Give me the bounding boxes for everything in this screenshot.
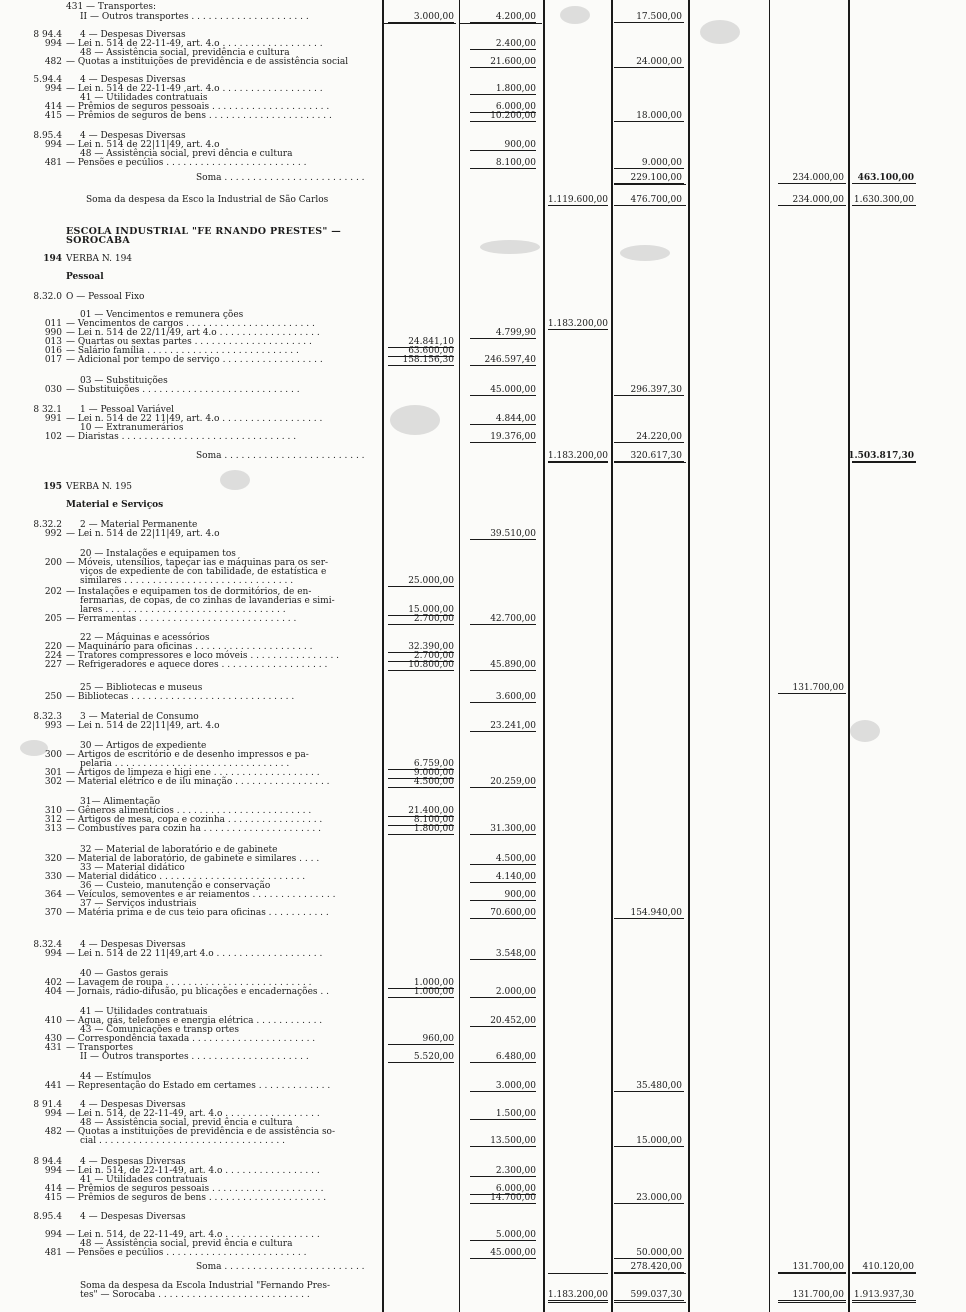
line-description: — Quotas a instituições de previdência e de assistência so- [66, 1127, 336, 1137]
amount-col-4: 320.617,30 [630, 451, 682, 461]
line-code: 482 [44, 57, 62, 67]
ledger-row [0, 500, 966, 511]
line-code: 302 [44, 777, 62, 787]
ledger-row [0, 576, 966, 587]
amount-col-3: 1.183.200,00 [547, 451, 608, 461]
line-code: 312 [44, 815, 62, 825]
line-description: 31— Alimentação [80, 797, 161, 807]
amount-col-4: 50.000,00 [636, 1248, 682, 1258]
amount-col-1: 15.000,00 [408, 605, 454, 615]
ledger-row [0, 1262, 966, 1273]
amount-col-2: 6.480,00 [495, 1052, 536, 1062]
line-description: 03 — Substituições [80, 376, 168, 386]
amount-col-1: 5.520,00 [413, 1052, 454, 1062]
line-description: — Pensões e pecúlios . . . . . . . . . . . . . . . . . . . . . . . . . [66, 158, 307, 168]
amount-col-2: 45.890,00 [490, 660, 536, 670]
line-code: 992 [44, 529, 62, 539]
amount-col-4: 154.940,00 [630, 908, 682, 918]
amount-col-2: 1.500,00 [495, 1109, 536, 1119]
line-code: 994 [44, 949, 62, 959]
line-description: similares . . . . . . . . . . . . . . . . . . . . . . . . . . . . . . [80, 576, 294, 586]
ledger-row [0, 949, 966, 960]
line-description: — Ferramentas . . . . . . . . . . . . . . . . . . . . . . . . . . . . [66, 614, 297, 624]
line-description: — Veículos, semoventes e ar reiamentos . . . . . . . . . . . . . . . [66, 890, 336, 900]
amount-col-2: 13.500,00 [490, 1136, 536, 1146]
line-code: 301 [44, 768, 62, 778]
amount-col-4: 24.220,00 [636, 432, 682, 442]
line-code: 030 [44, 385, 62, 395]
line-description: 4 — Despesas Diversas [80, 30, 186, 40]
amount-col-4: 296.397,30 [630, 385, 682, 395]
line-code: 5.94.4 [33, 75, 62, 85]
line-description: — Pensões e pecúlios . . . . . . . . . . . . . . . . . . . . . . . . . [66, 1248, 307, 1258]
line-description: VERBA N. 194 [66, 254, 133, 264]
line-description: ESCOLA INDUSTRIAL "FE RNANDO PRESTES" — [66, 226, 342, 237]
line-code: 414 [44, 102, 62, 112]
separator-rule [614, 1302, 686, 1303]
ledger-row [0, 660, 966, 671]
ledger-row [0, 355, 966, 366]
line-description: 3 — Material de Consumo [80, 712, 199, 722]
amount-col-1: 10.800,00 [408, 660, 454, 670]
line-description: — Lei n. 514 de 22-11-49, art. 4.o . . . . . . . . . . . . . . . . . . [66, 39, 323, 49]
line-description: — Gêneros alimentícios . . . . . . . . . . . . . . . . . . . . . . . . [66, 806, 312, 816]
amount-col-4: 15.000,00 [636, 1136, 682, 1146]
line-code: 431 [44, 1043, 62, 1053]
line-description: — Lei n. 514, de 22-11-49, art. 4.o . . . . . . . . . . . . . . . . . [66, 1166, 320, 1176]
ledger-row [0, 432, 966, 443]
line-description: — Maquinário para oficinas . . . . . . . . . . . . . . . . . . . . . [66, 642, 313, 652]
line-description: — Bibliotecas . . . . . . . . . . . . . . . . . . . . . . . . . . . . . [66, 692, 295, 702]
ledger-row [0, 57, 966, 68]
amount-col-2: 5.000,00 [495, 1230, 536, 1240]
line-code: 8 94.4 [33, 30, 62, 40]
separator-rule [548, 1273, 608, 1274]
line-description: 22 — Máquinas e acessórios [80, 633, 210, 643]
line-description: VERBA N. 195 [66, 482, 133, 492]
ledger-row [0, 272, 966, 283]
amount-col-6: 463.100,00 [857, 173, 914, 183]
line-description: 48 — Assistência social, previd ência e cultura [80, 1239, 293, 1249]
line-description: — Correspondência taxada . . . . . . . . . . . . . . . . . . . . . . [66, 1034, 316, 1044]
amount-col-2: 14.700,00 [490, 1193, 536, 1203]
line-code: 8.32.3 [33, 712, 62, 722]
line-code: 313 [44, 824, 62, 834]
line-code: 994 [44, 1230, 62, 1240]
amount-col-4: 278.420,00 [630, 1262, 682, 1272]
amount-col-1: 158.156,30 [402, 355, 454, 365]
line-code: 220 [44, 642, 62, 652]
line-description: Soma da despesa da Esco la Industrial de São Carlos [86, 195, 329, 205]
line-description: — Instalações e equipamen tos de dormitórios, de en- [66, 587, 312, 597]
line-description: — Lei n. 514 de 22|11|49, art. 4.o [66, 529, 220, 539]
amount-col-1: 3.000,00 [413, 12, 454, 22]
line-description: — Lei n. 514 de 22-11-49 ,art. 4.o . . . . . . . . . . . . . . . . . . [66, 84, 323, 94]
line-description: 41 — Utilidades contratuais [80, 93, 208, 103]
ledger-row [0, 254, 966, 265]
line-description: 40 — Gastos gerais [80, 969, 169, 979]
amount-col-2: 4.200,00 [495, 12, 536, 22]
amount-col-1: 21.400,00 [408, 806, 454, 816]
line-description: tes" — Sorocaba . . . . . . . . . . . . . . . . . . . . . . . . . . . [80, 1290, 310, 1300]
amount-col-6: 1.503.817,30 [848, 451, 914, 461]
amount-col-2: 2.000,00 [495, 987, 536, 997]
line-description: 48 — Assistência social, previ dência e cultura [80, 149, 293, 159]
ledger-row [0, 1290, 966, 1301]
amount-col-2: 4.140,00 [495, 872, 536, 882]
line-code: 205 [44, 614, 62, 624]
amount-col-2: 3.600,00 [495, 692, 536, 702]
line-code: 8.32.2 [33, 520, 62, 530]
line-description: — Lei n. 514 de 22|11|49, art. 4.o [66, 140, 220, 150]
line-description: 48 — Assistência social, previd ência e cultura [80, 1118, 293, 1128]
amount-col-4: 23.000,00 [636, 1193, 682, 1203]
line-description: fermarias, de copas, de co zinhas de lavanderias e simi- [80, 596, 335, 606]
ledger-row [0, 987, 966, 998]
amount-col-1: 4.500,00 [413, 777, 454, 787]
line-code: 300 [44, 750, 62, 760]
amount-col-5: 234.000,00 [792, 195, 844, 205]
line-description: — Móveis, utensílios, tapeçar ias e máquinas para os ser- [66, 558, 329, 568]
line-code: 991 [44, 414, 62, 424]
ledger-row [0, 292, 966, 303]
amount-col-2: 42.700,00 [490, 614, 536, 624]
line-description: Soma . . . . . . . . . . . . . . . . . . . . . . . . . [196, 451, 365, 461]
ledger-row [0, 614, 966, 625]
line-code: 8 32.1 [33, 405, 62, 415]
line-code: 994 [44, 84, 62, 94]
line-code: 370 [44, 908, 62, 918]
ledger-row [0, 1248, 966, 1259]
ledger-row [0, 1081, 966, 1092]
line-code: 013 [44, 337, 62, 347]
amount-col-2: 45.000,00 [490, 1248, 536, 1258]
line-code: 482 [44, 1127, 62, 1137]
amount-col-3: 1.119.600,00 [547, 195, 608, 205]
line-code: 8.32.0 [33, 292, 62, 302]
line-description: 41 — Utilidades contratuais [80, 1007, 208, 1017]
line-description: Material e Serviços [66, 500, 164, 510]
ledger-row [0, 235, 966, 246]
amount-col-2: 6.000,00 [495, 102, 536, 112]
line-description: 431 — Transportes: [66, 2, 157, 12]
line-description: — Matéria prima e de cus teio para oficinas . . . . . . . . . . . [66, 908, 329, 918]
line-code: 8.32.4 [33, 940, 62, 950]
amount-col-1: 6.759,00 [413, 759, 454, 769]
line-description: — Salário família . . . . . . . . . . . . . . . . . . . . . . . . . . . [66, 346, 299, 356]
line-code: 017 [44, 355, 62, 365]
line-code: 202 [44, 587, 62, 597]
amount-col-3: 1.183.200,00 [547, 1290, 608, 1300]
line-description: 41 — Utilidades contratuais [80, 1175, 208, 1185]
amount-col-2: 70.600,00 [490, 908, 536, 918]
line-description: — Prêmios de seguros de bens . . . . . . . . . . . . . . . . . . . . . [66, 1193, 327, 1203]
amount-col-4: 17.500,00 [636, 12, 682, 22]
line-description: — Lei n. 514, de 22-11-49, art. 4.o . . . . . . . . . . . . . . . . . [66, 1109, 320, 1119]
line-description: — Prêmios de seguros de bens . . . . . . . . . . . . . . . . . . . . . . [66, 111, 332, 121]
line-description: II — Outros transportes . . . . . . . . . . . . . . . . . . . . . [80, 1052, 309, 1062]
ledger-row [0, 451, 966, 462]
line-code: 194 [43, 254, 62, 264]
line-code: 8 94.4 [33, 1157, 62, 1167]
amount-col-2: 10.200,00 [490, 111, 536, 121]
line-description: 32 — Material de laboratório e de gabinete [80, 845, 278, 855]
line-description: 30 — Artigos de expediente [80, 741, 207, 751]
ledger-row [0, 529, 966, 540]
amount-col-1: 1.800,00 [413, 824, 454, 834]
line-code: 320 [44, 854, 62, 864]
line-code: 481 [44, 1248, 62, 1258]
ledger-row [0, 385, 966, 396]
line-code: 8 91.4 [33, 1100, 62, 1110]
amount-col-4: 599.037,30 [630, 1290, 682, 1300]
line-code: 415 [44, 111, 62, 121]
line-description: 4 — Despesas Diversas [80, 940, 186, 950]
line-description: 1 — Pessoal Variável [80, 405, 175, 415]
amount-col-5: 234.000,00 [792, 173, 844, 183]
line-description: — Material elétrico e de ilu minação . . . . . . . . . . . . . . . . . [66, 777, 330, 787]
amount-col-2: 31.300,00 [490, 824, 536, 834]
line-description: 25 — Bibliotecas e museus [80, 683, 203, 693]
amount-col-2: 8.100,00 [495, 158, 536, 168]
line-code: 481 [44, 158, 62, 168]
ledger-row [0, 824, 966, 835]
line-code: 250 [44, 692, 62, 702]
amount-col-2: 3.000,00 [495, 1081, 536, 1091]
amount-col-1: 1.000,00 [413, 987, 454, 997]
line-description: — Lei n. 514 de 22 11|49, art. 4.o . . . . . . . . . . . . . . . . . . [66, 414, 323, 424]
amount-col-2: 23.241,00 [490, 721, 536, 731]
line-description: — Quartas ou sextas partes . . . . . . . . . . . . . . . . . . . . . [66, 337, 312, 347]
amount-col-5: 131.700,00 [792, 683, 844, 693]
line-description: O — Pessoal Fixo [66, 292, 145, 302]
amount-col-1: 1.000,00 [413, 978, 454, 988]
line-description: 36 — Custeio, manutenção e conservação [80, 881, 271, 891]
line-code: 011 [44, 319, 62, 329]
amount-col-1: 32.390,00 [408, 642, 454, 652]
line-description: — Vencimentos de cargos . . . . . . . . . . . . . . . . . . . . . . . [66, 319, 315, 329]
line-description: — Transportes [66, 1043, 133, 1053]
line-description: SOROCABA [66, 235, 131, 246]
line-description: — Quotas a instituições de previdência e de assistência social [66, 57, 349, 67]
ledger-row [0, 908, 966, 919]
line-description: — Adicional por tempo de serviço . . . . . . . . . . . . . . . . . . [66, 355, 323, 365]
amount-col-1: 2.700,00 [413, 651, 454, 661]
line-description: 20 — Instalações e equipamen tos [80, 549, 236, 559]
line-description: cial . . . . . . . . . . . . . . . . . . . . . . . . . . . . . . . . . [80, 1136, 285, 1146]
line-code: 430 [44, 1034, 62, 1044]
amount-col-2: 6.000,00 [495, 1184, 536, 1194]
line-description: 37 — Serviços industriais [80, 899, 197, 909]
amount-col-2: 20.452,00 [490, 1016, 536, 1026]
line-code: 200 [44, 558, 62, 568]
amount-col-2: 45.000,00 [490, 385, 536, 395]
ledger-row [0, 111, 966, 122]
line-description: — Lei n. 514, de 22-11-49, art. 4.o . . . . . . . . . . . . . . . . . [66, 1230, 320, 1240]
amount-col-2: 4.844,00 [495, 414, 536, 424]
amount-col-6: 410.120,00 [862, 1262, 914, 1272]
line-code: 410 [44, 1016, 62, 1026]
line-description: — Jornais, rádio-difusão, pu blicações e encadernações . . [66, 987, 329, 997]
line-description: — Artigos de limpeza e higi ene . . . . . . . . . . . . . . . . . . . [66, 768, 320, 778]
ledger-row [0, 158, 966, 169]
line-description: Soma . . . . . . . . . . . . . . . . . . . . . . . . . [196, 173, 365, 183]
ledger-row [0, 1052, 966, 1063]
line-code: 415 [44, 1193, 62, 1203]
amount-col-6: 1.913.937,30 [853, 1290, 914, 1300]
line-description: — Lei n. 514 de 22 11|49,art 4.o . . . . . . . . . . . . . . . . . . . [66, 949, 323, 959]
line-code: 993 [44, 721, 62, 731]
line-description: — Agua, gás, telefones e energia elétrica . . . . . . . . . . . . [66, 1016, 323, 1026]
line-code: 994 [44, 1166, 62, 1176]
line-description: — Lei n. 514 de 22|11|49, art. 4.o [66, 721, 220, 731]
amount-col-3: 1.183.200,00 [547, 319, 608, 329]
line-description: 4 — Despesas Diversas [80, 131, 186, 141]
amount-col-4: 35.480,00 [636, 1081, 682, 1091]
line-description: Soma . . . . . . . . . . . . . . . . . . . . . . . . . [196, 1262, 365, 1272]
amount-col-2: 4.799,90 [495, 328, 536, 338]
amount-col-1: 25.000,00 [408, 576, 454, 586]
amount-col-1: 63.600,00 [408, 346, 454, 356]
line-code: 364 [44, 890, 62, 900]
line-code: 8.95.4 [33, 131, 62, 141]
amount-col-1: 8.100,00 [413, 815, 454, 825]
line-description: Pessoal [66, 272, 104, 282]
amount-col-2: 39.510,00 [490, 529, 536, 539]
line-description: — Lei n. 514 de 22/11/49, art 4.o . . . . . . . . . . . . . . . . . . [66, 328, 320, 338]
amount-col-2: 21.600,00 [490, 57, 536, 67]
line-description: — Prêmios de seguros pessoais . . . . . . . . . . . . . . . . . . . . . [66, 102, 330, 112]
amount-col-4: 24.000,00 [636, 57, 682, 67]
ledger-row [0, 12, 966, 23]
amount-col-2: 3.548,00 [495, 949, 536, 959]
amount-col-6: 1.630.300,00 [853, 195, 914, 205]
line-description: 33 — Material didático [80, 863, 185, 873]
amount-col-2: 900,00 [504, 890, 536, 900]
line-code: 990 [44, 328, 62, 338]
line-description: — Lavagem de roupa . . . . . . . . . . . . . . . . . . . . . . . . . . [66, 978, 312, 988]
line-description: — Material didático . . . . . . . . . . . . . . . . . . . . . . . . . . [66, 872, 306, 882]
line-description: 4 — Despesas Diversas [80, 1100, 186, 1110]
separator-rule [548, 1302, 608, 1303]
line-code: 224 [44, 651, 62, 661]
line-code: 402 [44, 978, 62, 988]
line-description: 48 — Assistência social, previdência e cultura [80, 48, 290, 58]
amount-col-4: 9.000,00 [641, 158, 682, 168]
line-code: 404 [44, 987, 62, 997]
line-description: 43 — Comunicações e transp ortes [80, 1025, 239, 1035]
line-code: 195 [43, 482, 62, 492]
line-description: — Substituições . . . . . . . . . . . . . . . . . . . . . . . . . . . . [66, 385, 300, 395]
line-description: 10 — Extranumerários [80, 423, 184, 433]
amount-col-2: 20.259,00 [490, 777, 536, 787]
line-description: pelaria . . . . . . . . . . . . . . . . . . . . . . . . . . . . . . . [80, 759, 290, 769]
amount-col-2: 900,00 [504, 140, 536, 150]
amount-col-2: 4.500,00 [495, 854, 536, 864]
line-code: 8.95.4 [33, 1212, 62, 1222]
line-description: — Representação do Estado em certames . . . . . . . . . . . . . [66, 1081, 331, 1091]
line-description: — Artigos de mesa, copa e cozinha . . . . . . . . . . . . . . . . . [66, 815, 323, 825]
line-description: — Refrigeradores e aquece dores . . . . . . . . . . . . . . . . . . . [66, 660, 328, 670]
line-code: 102 [44, 432, 62, 442]
line-description: viços de expediente de con tabilidade, de estatística e [80, 567, 327, 577]
line-description: — Tratores compressores e loco móveis . . . . . . . . . . . . . . . . [66, 651, 340, 661]
amount-col-2: 1.800,00 [495, 84, 536, 94]
line-description: 2 — Material Permanente [80, 520, 198, 530]
line-code: 994 [44, 140, 62, 150]
amount-col-2: 19.376,00 [490, 432, 536, 442]
line-description: — Combustíves para cozin ha . . . . . . . . . . . . . . . . . . . . . [66, 824, 321, 834]
line-description: — Prêmios de seguros pessoais . . . . . . . . . . . . . . . . . . . . [66, 1184, 324, 1194]
line-description: lares . . . . . . . . . . . . . . . . . . . . . . . . . . . . . . . . [80, 605, 286, 615]
line-description: — Diaristas . . . . . . . . . . . . . . . . . . . . . . . . . . . . . . . [66, 432, 297, 442]
line-description: — Artigos de escritório e de desenho impressos e pa- [66, 750, 309, 760]
ledger-row [0, 1136, 966, 1147]
ledger-row [0, 1193, 966, 1204]
ledger-row [0, 482, 966, 493]
amount-col-5: 131.700,00 [792, 1262, 844, 1272]
amount-col-4: 476.700,00 [630, 195, 682, 205]
amount-col-4: 229.100,00 [630, 173, 682, 183]
separator-rule [778, 1302, 846, 1303]
amount-col-4: 18.000,00 [636, 111, 682, 121]
ledger-row [0, 777, 966, 788]
line-code: 330 [44, 872, 62, 882]
amount-col-2: 2.400,00 [495, 39, 536, 49]
line-description: 44 — Estímulos [80, 1072, 152, 1082]
amount-col-2: 246.597,40 [484, 355, 536, 365]
line-description: 01 — Vencimentos e remunera ções [80, 310, 244, 320]
amount-col-1: 9.000,00 [413, 768, 454, 778]
amount-col-1: 960,00 [422, 1034, 454, 1044]
amount-col-1: 2.700,00 [413, 614, 454, 624]
ledger-row [0, 721, 966, 732]
line-code: 441 [44, 1081, 62, 1091]
line-code: 414 [44, 1184, 62, 1194]
separator-rule [852, 1302, 916, 1303]
line-code: 994 [44, 39, 62, 49]
line-description: — Material de laboratório, de gabinete e similares . . . . [66, 854, 320, 864]
amount-col-5: 131.700,00 [792, 1290, 844, 1300]
line-description: Soma da despesa da Escola Industrial "Fernando Pres- [80, 1281, 331, 1291]
line-code: 016 [44, 346, 62, 356]
line-description: 4 — Despesas Diversas [80, 1212, 186, 1222]
ledger-row [0, 195, 966, 206]
line-description: 4 — Despesas Diversas [80, 1157, 186, 1167]
ledger-row [0, 692, 966, 703]
line-code: 310 [44, 806, 62, 816]
amount-col-2: 2.300,00 [495, 1166, 536, 1176]
line-description: 4 — Despesas Diversas [80, 75, 186, 85]
line-description: II — Outros transportes . . . . . . . . . . . . . . . . . . . . . [80, 12, 309, 22]
ledger-row [0, 1212, 966, 1223]
amount-col-1: 24.841,10 [408, 337, 454, 347]
ledger-row [0, 173, 966, 184]
line-code: 227 [44, 660, 62, 670]
line-code: 994 [44, 1109, 62, 1119]
